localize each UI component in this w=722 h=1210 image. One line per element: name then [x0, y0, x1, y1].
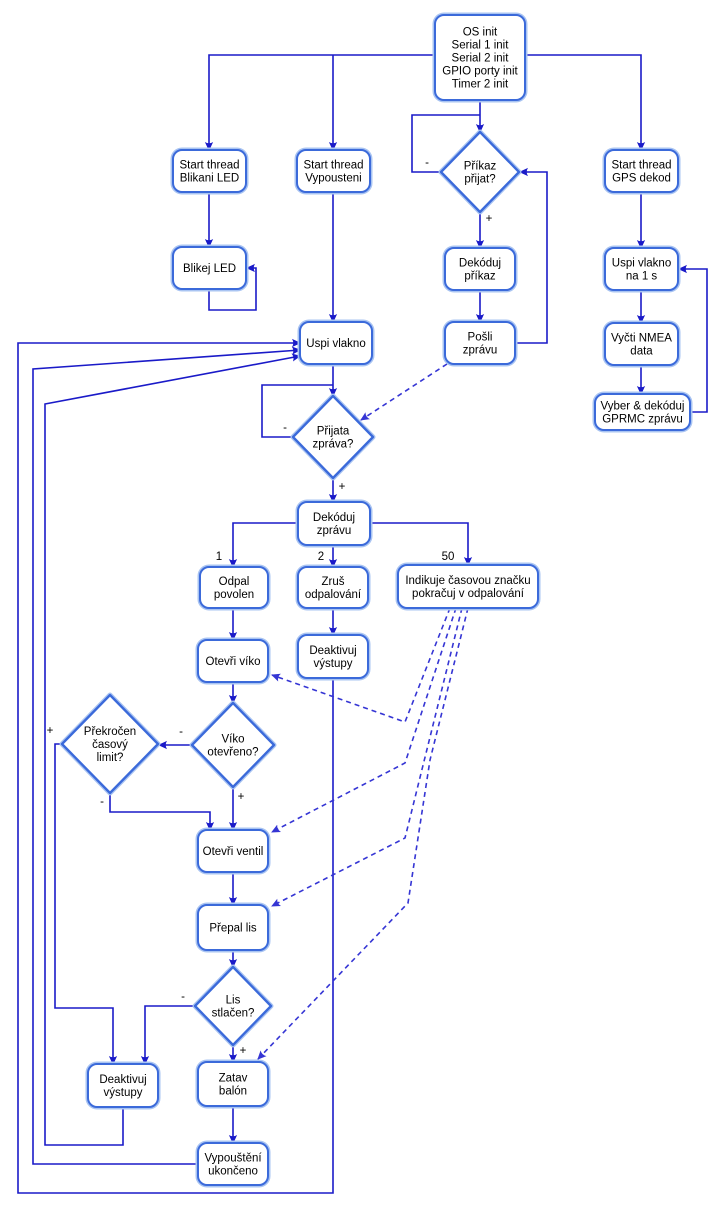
node-label-uspi-vlakno-na-1s-0: Uspi vlakno — [611, 257, 672, 270]
node-label-indikuje-casovou-znacku-0: Indikuje časovou značku — [405, 575, 531, 587]
node-label-vypousteni-ukonceno-0: Vypouštění — [204, 1152, 262, 1165]
node-label-uspi-vlakno-na-1s-1: na 1 s — [625, 270, 658, 283]
node-lis-stlacen — [195, 967, 271, 1045]
branch-label-viko-otevreno-minus: - — [179, 726, 183, 738]
edge-prekrocen-minus-to-ventil — [110, 793, 210, 830]
node-prikaz-prijat — [441, 132, 519, 212]
node-label-start-thread-gps-dekod-0: Start thread — [611, 159, 672, 172]
node-vyber-dekoduj-gprmc — [595, 394, 690, 430]
node-otevri-viko — [198, 640, 268, 682]
node-label-dekoduj-zpravu-1: zprávu — [316, 525, 352, 537]
node-label-os-init-3: GPIO porty init — [442, 65, 518, 78]
node-label-otevri-ventil-0: Otevři ventil — [202, 846, 264, 858]
node-label-deaktivuj-vystupy-1-1: výstupy — [313, 658, 353, 670]
node-label-prepal-lis-0: Přepal lis — [209, 922, 257, 935]
node-label-lis-stlacen-0: Lis — [225, 994, 241, 1007]
edge-lis-minus-to-deaktivuj2 — [145, 1006, 195, 1064]
node-label-lis-stlacen-1: stlačen? — [211, 1007, 255, 1020]
node-label-prekrocen-casovy-limit-1: časový — [92, 739, 128, 751]
node-label-vypousteni-ukonceno-1: ukončeno — [208, 1165, 258, 1178]
branch-label-branch-1: 1 — [215, 551, 223, 563]
node-label-zrus-odpalovani-0: Zruš — [321, 576, 345, 588]
node-label-start-thread-vypousteni-1: Vypousteni — [305, 172, 362, 185]
node-label-uspi-vlakno-0: Uspi vlakno — [306, 338, 366, 350]
node-vypousteni-ukonceno — [198, 1143, 268, 1185]
node-indikuje-casovou-znacku — [398, 565, 538, 608]
node-label-prekrocen-casovy-limit-0: Překročen — [83, 726, 137, 738]
node-label-zatav-balon-0: Zatav — [218, 1072, 248, 1085]
node-viko-otevreno — [192, 703, 274, 787]
branch-label-branch-2: 2 — [317, 551, 325, 563]
node-label-zrus-odpalovani-1: odpalování — [304, 589, 362, 601]
node-label-vycti-nmea-data-0: Vyčti NMEA — [611, 332, 672, 345]
node-posli-zpravu — [445, 322, 515, 364]
edge-gprmc-to-uspi-1s-loop — [679, 269, 707, 412]
node-label-dekoduj-prikaz-1: příkaz — [464, 270, 496, 283]
branch-label-lis-stlacen-minus: - — [181, 991, 185, 1003]
branch-label-prikaz-prijat-minus: - — [425, 157, 429, 169]
edge-dekoduj-zpravu-branch-1 — [233, 523, 298, 567]
node-label-start-thread-gps-dekod-1: GPS dekod — [612, 172, 671, 185]
node-start-thread-vypousteni — [297, 150, 370, 192]
node-start-thread-blikani-led — [173, 150, 246, 192]
node-uspi-vlakno-na-1s — [605, 248, 678, 290]
node-prijata-zprava — [293, 396, 373, 478]
node-deaktivuj-vystupy-2 — [88, 1064, 158, 1107]
node-zatav-balon — [198, 1062, 268, 1106]
node-os-init — [435, 15, 525, 100]
node-label-start-thread-blikani-led-1: Blikani LED — [179, 172, 240, 185]
node-label-start-thread-blikani-led-0: Start thread — [179, 159, 240, 172]
node-label-blikej-led-0: Blikej LED — [182, 263, 237, 275]
node-label-vycti-nmea-data-1: data — [630, 345, 653, 358]
node-deaktivuj-vystupy-1 — [298, 635, 368, 678]
node-label-deaktivuj-vystupy-1-0: Deaktivuj — [309, 645, 357, 657]
node-label-os-init-2: Serial 2 init — [451, 52, 509, 65]
node-uspi-vlakno — [300, 322, 372, 364]
node-label-deaktivuj-vystupy-2-0: Deaktivuj — [99, 1074, 147, 1086]
node-label-vyber-dekoduj-gprmc-0: Vyber & dekóduj — [600, 400, 685, 413]
node-prepal-lis — [198, 905, 268, 950]
node-label-vyber-dekoduj-gprmc-1: GPRMC zprávu — [602, 413, 683, 426]
node-label-dekoduj-zpravu-0: Dekóduj — [312, 512, 356, 524]
node-label-prijata-zprava-0: Přijata — [316, 425, 350, 438]
node-label-indikuje-casovou-znacku-1: pokračuj v odpalování — [412, 588, 524, 600]
edge-prekrocen-plus-to-deaktivuj2 — [55, 744, 113, 1064]
node-prekrocen-casovy-limit — [62, 695, 158, 793]
node-dekoduj-prikaz — [445, 248, 515, 290]
branch-label-branch-50: 50 — [441, 551, 455, 563]
branch-label-lis-stlacen-plus: + — [239, 1045, 247, 1057]
branch-label-prekrocen-plus: + — [46, 725, 54, 737]
node-label-os-init-4: Timer 2 init — [451, 78, 509, 91]
node-label-odpal-povolen-1: povolen — [213, 589, 255, 601]
branch-label-prekrocen-minus: - — [100, 796, 104, 808]
node-label-prikaz-prijat-0: Příkaz — [463, 160, 497, 173]
node-otevri-ventil — [198, 830, 268, 872]
node-odpal-povolen — [200, 567, 268, 608]
node-dekoduj-zpravu — [298, 502, 370, 545]
branch-label-prijata-zprava-plus: + — [338, 481, 346, 493]
edge-os-init-to-gps — [525, 55, 641, 150]
edge-deaktivuj1-return-loop — [18, 343, 333, 1193]
node-label-viko-otevreno-0: Víko — [221, 733, 245, 746]
node-label-start-thread-vypousteni-0: Start thread — [303, 159, 364, 172]
node-start-thread-gps-dekod — [605, 150, 678, 192]
node-label-os-init-1: Serial 1 init — [451, 39, 509, 52]
node-label-zatav-balon-1: balón — [218, 1085, 248, 1098]
branch-label-prikaz-prijat-plus: + — [485, 213, 493, 225]
node-label-dekoduj-prikaz-0: Dekóduj — [458, 257, 502, 270]
branch-label-viko-otevreno-plus: + — [237, 791, 245, 803]
branch-label-prijata-zprava-minus: - — [283, 422, 287, 434]
node-label-os-init-0: OS init — [462, 26, 498, 39]
node-label-viko-otevreno-1: otevřeno? — [207, 746, 259, 759]
node-label-otevri-viko-0: Otevři víko — [205, 656, 261, 668]
node-zrus-odpalovani — [298, 567, 368, 608]
node-label-posli-zpravu-0: Pošli — [467, 331, 493, 344]
node-blikej-led — [173, 247, 246, 289]
node-label-prijata-zprava-1: zpráva? — [312, 438, 354, 451]
node-label-deaktivuj-vystupy-2-1: výstupy — [103, 1087, 143, 1099]
node-label-prekrocen-casovy-limit-2: limit? — [96, 752, 124, 764]
node-vycti-nmea-data — [605, 323, 678, 365]
edge-posli-to-prijata-dashed — [361, 364, 447, 420]
node-label-posli-zpravu-1: zprávu — [462, 344, 498, 357]
node-label-odpal-povolen-0: Odpal — [218, 576, 250, 588]
edge-posli-to-prikaz-prijat — [515, 172, 547, 343]
node-label-prikaz-prijat-1: přijat? — [464, 173, 496, 186]
edge-os-init-to-blikani — [209, 55, 435, 150]
